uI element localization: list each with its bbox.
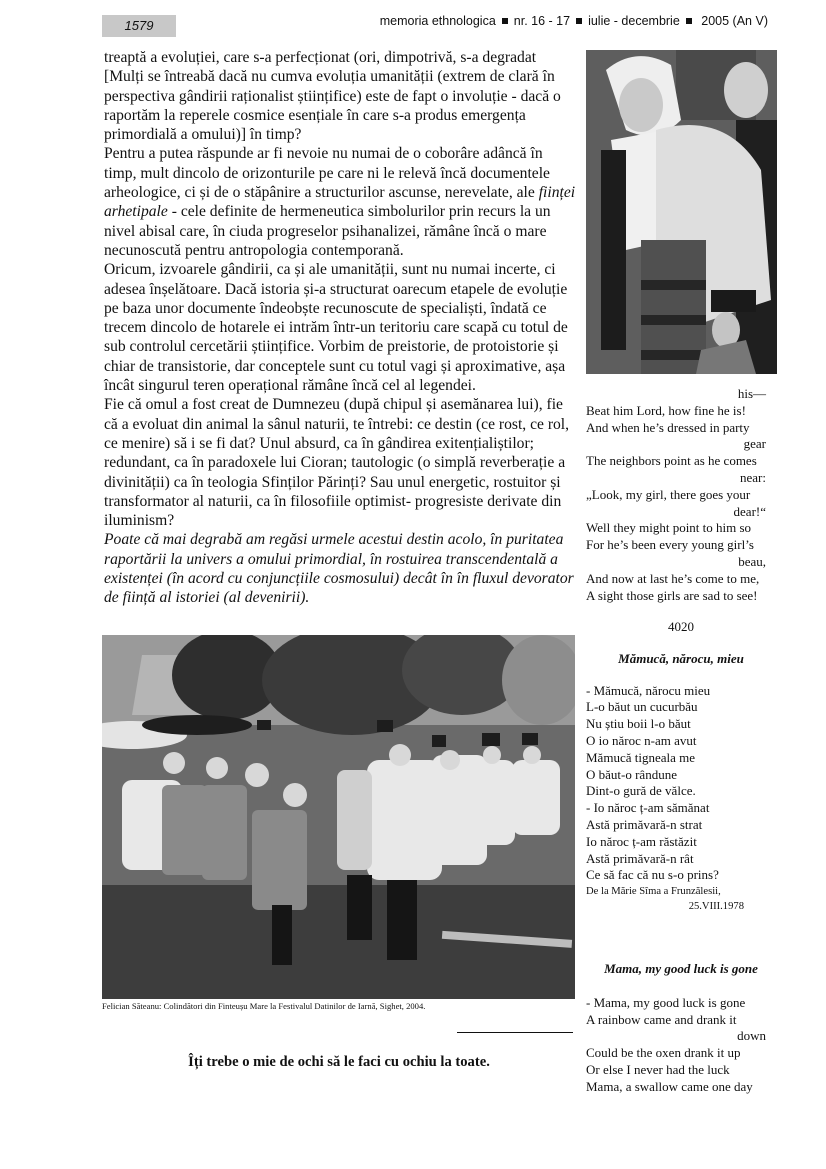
poem-line: For he’s been every young girl’s	[586, 537, 754, 553]
girl-portrait-photo	[586, 50, 777, 374]
poem-line: - Io năroc ț-am sămănat	[586, 800, 710, 816]
issue-number: nr. 16 - 17	[513, 14, 571, 28]
poem-line: Ce să fac că nu s-o prins?	[586, 867, 719, 883]
poem-line: And when he’s dressed in party	[586, 419, 750, 435]
poem-line: - Mama, my good luck is gone	[586, 994, 746, 1010]
poem-line: his—	[737, 386, 766, 401]
poem-line: Dint-o gură de vălce.	[586, 783, 696, 799]
poem-english-1	[586, 386, 776, 604]
poem-title-romanian: Mămucă, nărocu, mieu	[618, 650, 744, 666]
poem-title-english: Mama, my good luck is gone	[604, 961, 758, 976]
poem-line: Could be the oxen drank it up	[586, 1045, 741, 1061]
poem-line: Well they might point to him so	[586, 520, 752, 536]
poem-date: 25.VIII.1978	[688, 901, 744, 913]
poem-line: Io năroc ț-am răstăzit	[586, 833, 697, 849]
issue-year: 2005 (An V)	[701, 14, 768, 28]
poem-line: A sight those girls are sad to see!	[586, 587, 758, 603]
poem-line: Mama, a swallow came one day	[586, 1078, 753, 1094]
poem-line: down	[737, 1028, 766, 1044]
poem-line: Nu știu boii l-o băut	[586, 716, 691, 732]
poem-line: O băut-o rândune	[586, 766, 677, 782]
photo-caption: Felician Săteanu: Colindători din Finteușu Mare la Festivalul Datinilor de Iarnă, Sighet, 2004.	[102, 1001, 426, 1011]
black-square-icon	[502, 18, 508, 24]
poem-source: De la Mărie Sîma a Frunzălesii,	[586, 886, 721, 898]
group-photo	[102, 635, 575, 999]
poem-number: 4020	[668, 619, 694, 634]
running-header	[360, 14, 768, 28]
poem-line: L-o băut un cucurbău	[586, 699, 698, 715]
black-square-icon	[576, 18, 582, 24]
paragraph-4: Fie că omul a fost creat de Dumnezeu (după chipul și asemănarea lui), fie că a evoluat din animal la sânul naturii, te întrebi: ce destin (ce rost, ce rol, ce menire) să i se fi dat? Unul absurd, ca în gândirea exitențialiștilor; redundant, ca în paradoxele lui Cioran; tautologic (o simplă reverberație a divinității) ca în teologia Sfinților Părinți? Sau unul energetic, rostuitor și transformator al naturii, ca în filosofiile optimist- progresiste derivate din iluminism?	[104, 396, 570, 530]
paragraph-5-italic: Poate că mai degrabă am regăsi urmele acestui destin acolo, în puritatea raportării la univers a omului primordial, în rostuirea transcendentală a existenței (în acord cu conjuncțiile cosmosului) decât în în fluxul devorator de ființă al istoriei (al devenirii).	[104, 531, 574, 607]
paragraph-1: treaptă a evoluției, care s-a perfecționat (ori, dimpotrivă, s-a degradat [Mulți se întreabă dacă nu cumva evoluția umanității (extrem de clară în perspectiva gândirii raționalist științifice) este de fapt o involuție - dacă o raportăm la reperele cosmice esențiale în care s-a produs emergența primordială a omului)] în timp?	[104, 49, 561, 144]
paragraph-3: Oricum, izvoarele gândirii, ca și ale umanității, sunt nu numai incerte, ci adesea înșelătoare. Dacă istoria și-a structurat oarecum etapele de evoluție pe baza unor documente îndeobște recunoscute de specialiști, îndată ce trecem dincolo de hotarele ei intrăm într-un teritoriu care scapă cu totul de sub controlul cercetării științifice. Vorbim de preistorie, de protoistorie și chiar de transistorie, dar conceptele sunt cu totul vagi și aproximative, așa încât singurul teren operațional rămâne încă cel al legendei.	[104, 261, 568, 395]
poem-line: near:	[740, 469, 766, 485]
poem-line: And now at last he’s come to me,	[586, 570, 760, 586]
poem-line: The neighbors point as he comes	[586, 453, 757, 469]
poem-line: A rainbow came and drank it	[586, 1011, 737, 1027]
poem-line: - Mămucă, nărocu mieu	[586, 682, 711, 698]
poem-line: gear	[743, 436, 766, 452]
poem-line: Or else I never had the luck	[586, 1061, 730, 1077]
poem-romanian	[586, 619, 776, 914]
poem-line: beau,	[738, 553, 766, 569]
emphasis-fiintei-arhetipale: ființei arhetipale	[104, 184, 576, 221]
poem-line: Astă primăvară-n rât	[586, 850, 694, 866]
poem-line: dear!“	[733, 503, 766, 519]
poem-line: Mămucă tigneala me	[586, 749, 696, 765]
article-body	[104, 48, 578, 608]
issue-period: iulie - decembrie	[588, 14, 680, 28]
paragraph-2-text-end: - cele definite de hermeneutica simbolurilor prin recurs la un nivel abisal care, în ciuda progreselor psihanalizei, rămâne încă o mare necunoscută pentru antropologia contemporană.	[104, 203, 551, 259]
group-photo-illustration	[102, 635, 575, 999]
black-square-icon	[686, 18, 692, 24]
divider-rule	[457, 1032, 573, 1033]
paragraph-2	[104, 144, 578, 260]
poem-line: O io năroc n-am avut	[586, 732, 697, 748]
girl-portrait-illustration	[586, 50, 777, 374]
poem-line: „Look, my girl, there goes your	[586, 486, 751, 502]
poem-line: Beat him Lord, how fine he is!	[586, 402, 746, 418]
proverb: Îți trebe o mie de ochi să le faci cu ochiu la toate.	[188, 1054, 490, 1070]
poem-english-2-lines	[586, 995, 776, 1096]
paragraph-2-text: Pentru a putea răspunde ar fi nevoie nu numai de o coborâre adâncă în timp, mult dincolo de orizonturile pe care ni le relevă încă documentele arheologice, ci și de o stăpânire a structurilor ascunse, nerevelate, ale	[104, 145, 550, 202]
poem-romanian-lines	[586, 683, 776, 885]
poem-english-2	[586, 961, 776, 1096]
poem-line: Astă primăvară-n strat	[586, 816, 703, 832]
journal-title: memoria ethnologica	[379, 14, 496, 28]
page-number: 1579	[102, 15, 176, 37]
